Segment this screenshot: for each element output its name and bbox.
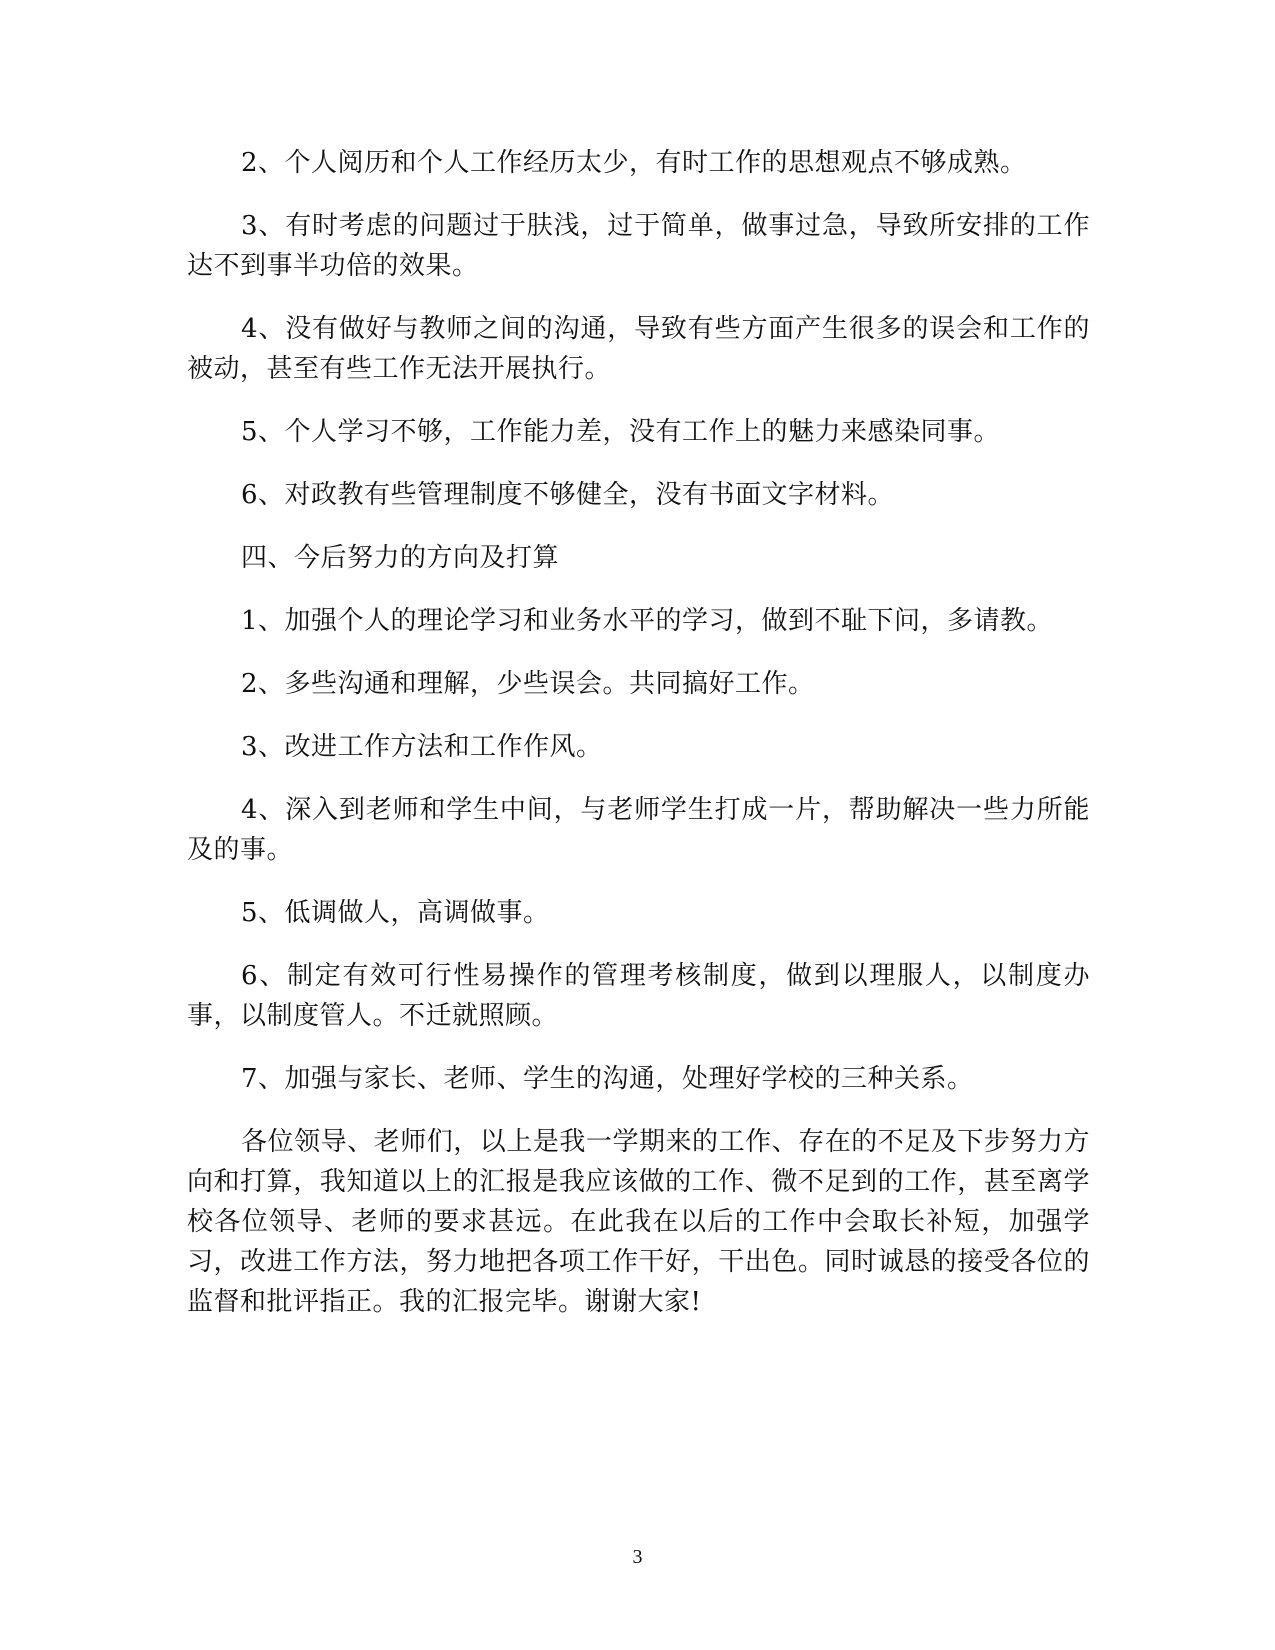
paragraph-closing: 各位领导、老师们，以上是我一学期来的工作、存在的不足及下步努力方向和打算，我知道以上的汇报是我应该做的工作、微不足到的工作，甚至离学校各位领导、老师的要求甚远。在此我在以后的工作中会取长补短，加强学习，改进工作方法，努力地把各项工作干好，干出色。同时诚恳的接受各位的监督和批评指正。我的汇报完毕。谢谢大家! <box>187 1127 1090 1317</box>
paragraph-plan-1: 1、加强个人的理论学习和业务水平的学习，做到不耻下问，多请教。 <box>241 606 1054 636</box>
paragraph-plan-6: 6、制定有效可行性易操作的管理考核制度，做到以理服人，以制度办事，以制度管人。不迁就照顾。 <box>187 961 1090 1031</box>
paragraph-shortcoming-2: 2、个人阅历和个人工作经历太少，有时工作的思想观点不够成熟。 <box>241 148 1027 178</box>
section-heading-future-plans: 四、今后努力的方向及打算 <box>241 543 560 573</box>
paragraph-plan-3: 3、改进工作方法和工作作风。 <box>241 732 603 762</box>
paragraph-plan-7: 7、加强与家长、老师、学生的沟通，处理好学校的三种关系。 <box>241 1064 974 1094</box>
paragraph-shortcoming-5: 5、个人学习不够，工作能力差，没有工作上的魅力来感染同事。 <box>241 417 1001 447</box>
paragraph-shortcoming-6: 6、对政教有些管理制度不够健全，没有书面文字材料。 <box>241 480 895 510</box>
paragraph-plan-5: 5、低调做人，高调做事。 <box>241 898 550 928</box>
paragraph-shortcoming-3: 3、有时考虑的问题过于肤浅，过于简单，做事过急，导致所安排的工作达不到事半功倍的效果。 <box>187 211 1090 281</box>
paragraph-shortcoming-4: 4、没有做好与教师之间的沟通，导致有些方面产生很多的误会和工作的被动，甚至有些工作无法开展执行。 <box>187 314 1090 384</box>
page-number: 3 <box>632 1546 643 1568</box>
paragraph-plan-2: 2、多些沟通和理解，少些误会。共同搞好工作。 <box>241 669 815 699</box>
document-body <box>187 143 1090 1345</box>
paragraph-plan-4: 4、深入到老师和学生中间，与老师学生打成一片，帮助解决一些力所能及的事。 <box>187 795 1090 865</box>
